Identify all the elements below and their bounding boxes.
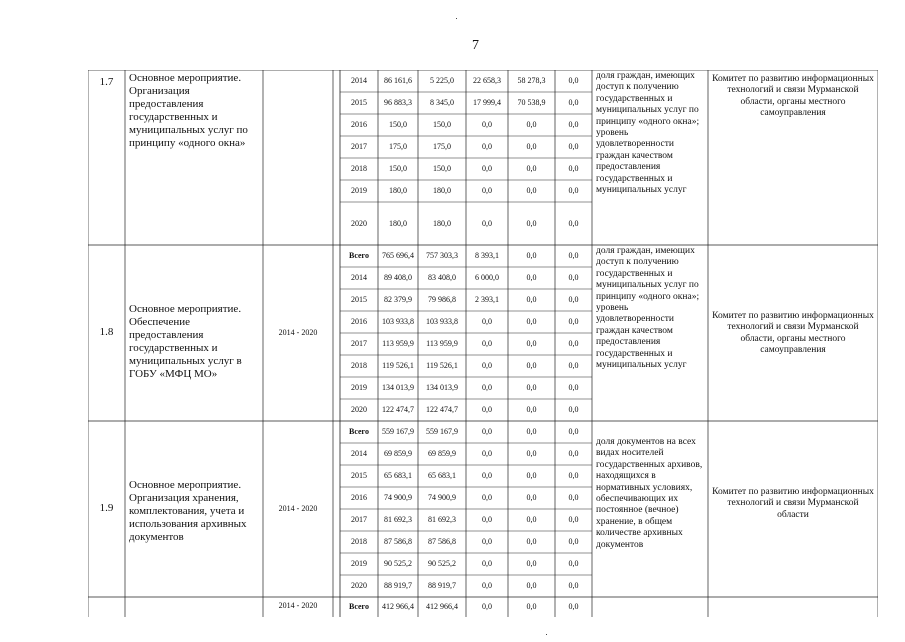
row-executor: Комитет по развитию информационных технологий и связи Мурманской области — [712, 487, 874, 520]
row-title: Основное мероприятие. Обеспечение предоставления государственных и муниципальных услуг в ГОБУ «МФЦ МО» — [129, 303, 242, 380]
row-title: Основное мероприятие. Организация хранения, комплектования, учета и использования архивных документов — [129, 479, 247, 543]
amount-cell: 69 859,9 — [384, 449, 412, 458]
amount-cell: 0,0 — [568, 383, 579, 392]
row-indicator — [592, 597, 708, 617]
amount-cell: 0,0 — [568, 449, 579, 458]
row-period: 2014 - 2020 — [278, 328, 318, 337]
amount-cell: 119 526,1 — [382, 361, 414, 370]
amount-cell: 0,0 — [526, 273, 537, 282]
amount-cell: 119 526,1 — [426, 361, 458, 370]
amount-cell: 0,0 — [568, 559, 579, 568]
row-code: 1.9 — [99, 502, 114, 514]
amount-cell: 22 658,3 — [473, 76, 501, 85]
amount-cell: 0,0 — [482, 559, 492, 568]
amount-cell: 8 345,0 — [430, 98, 454, 107]
year-label: 2019 — [351, 186, 367, 195]
amount-cell: 6 000,0 — [475, 273, 499, 282]
amount-cell: 0,0 — [526, 120, 537, 129]
amount-cell: 0,0 — [526, 471, 537, 480]
amount-cell: 0,0 — [482, 471, 492, 480]
program-table — [88, 70, 878, 642]
amount-cell: 113 959,9 — [426, 339, 458, 348]
amount-cell: 0,0 — [568, 405, 579, 414]
amount-cell: 134 013,9 — [382, 383, 414, 392]
amount-cell: 87 586,8 — [384, 537, 412, 546]
row-title: Основное мероприятие. Организация предоставления государственных и муниципальных услуг по принципу «одного окна» — [129, 72, 248, 149]
amount-cell: 0,0 — [482, 317, 492, 326]
amount-cell: 150,0 — [433, 164, 451, 173]
amount-cell: 70 538,9 — [517, 98, 546, 107]
row-period: 2014 - 2020 — [278, 504, 318, 513]
amount-cell: 0,0 — [568, 273, 579, 282]
amount-cell: 0,0 — [568, 581, 579, 590]
row-executor: Комитет по развитию информационных технологий и связи Мурманской области, органы местного самоуправления — [712, 311, 874, 356]
amount-cell: 559 167,9 — [426, 427, 458, 436]
amount-cell: 0,0 — [568, 317, 579, 326]
amount-cell: 86 161,6 — [384, 76, 412, 85]
row-indicator: доля граждан, имеющих доступ к получению государственных и муниципальных услуг по принципу «одного окна»; уровень удовлетворенности граждан качеством предоставления государственных и муниципальных услуг — [596, 71, 700, 196]
amount-cell: 0,0 — [482, 449, 492, 458]
amount-cell: 5 225,0 — [430, 76, 454, 85]
amount-cell: 0,0 — [526, 186, 537, 195]
amount-cell: 0,0 — [526, 339, 537, 348]
amount-cell: 0,0 — [568, 164, 579, 173]
amount-cell: 65 683,1 — [384, 471, 412, 480]
amount-cell: 412 966,4 — [382, 602, 414, 611]
year-label: 2020 — [351, 219, 367, 228]
amount-cell: 88 919,7 — [428, 581, 456, 590]
amount-cell: 0,0 — [526, 581, 537, 590]
scan-speck — [456, 18, 457, 19]
amount-cell: 757 303,3 — [426, 251, 458, 260]
year-label: 2019 — [351, 559, 367, 568]
year-label: 2016 — [351, 493, 367, 502]
year-label: 2014 — [351, 449, 367, 458]
row-title — [125, 597, 263, 617]
amount-cell: 0,0 — [482, 515, 492, 524]
row-code — [88, 597, 125, 617]
amount-cell: 180,0 — [389, 219, 407, 228]
amount-cell: 81 692,3 — [428, 515, 456, 524]
year-label: 2016 — [351, 120, 367, 129]
amount-cell: 103 933,8 — [382, 317, 414, 326]
amount-cell: 175,0 — [433, 142, 451, 151]
year-label: Всего — [349, 251, 369, 260]
amount-cell: 0,0 — [568, 493, 579, 502]
amount-cell: 0,0 — [568, 339, 579, 348]
amount-cell: 0,0 — [526, 317, 537, 326]
amount-cell: 0,0 — [482, 219, 492, 228]
amount-cell: 0,0 — [526, 559, 537, 568]
amount-cell: 150,0 — [389, 120, 407, 129]
amount-cell: 0,0 — [568, 120, 579, 129]
year-label: 2018 — [351, 164, 367, 173]
amount-cell: 134 013,9 — [426, 383, 458, 392]
amount-cell: 0,0 — [526, 405, 537, 414]
amount-cell: 90 525,2 — [428, 559, 456, 568]
amount-cell: 0,0 — [568, 186, 579, 195]
amount-cell: 8 393,1 — [475, 251, 499, 260]
amount-cell: 0,0 — [568, 427, 579, 436]
amount-cell: 150,0 — [389, 164, 407, 173]
year-label: 2015 — [351, 471, 367, 480]
amount-cell: 0,0 — [526, 449, 537, 458]
amount-cell: 122 474,7 — [382, 405, 414, 414]
amount-cell: 0,0 — [482, 537, 492, 546]
amount-cell: 0,0 — [526, 142, 537, 151]
row-indicator: доля документов на всех видах носителей государственных архивов, находящихся в нормативных условиях, обеспечивающих их постоянное (вечное) хранение, в общем количестве архивных документов — [596, 437, 703, 550]
amount-cell: 0,0 — [568, 76, 579, 85]
amount-cell: 88 919,7 — [384, 581, 412, 590]
amount-cell: 0,0 — [482, 339, 492, 348]
year-label: 2018 — [351, 537, 367, 546]
amount-cell: 0,0 — [526, 383, 537, 392]
amount-cell: 0,0 — [526, 164, 537, 173]
amount-cell: 0,0 — [568, 98, 579, 107]
amount-cell: 0,0 — [482, 581, 492, 590]
amount-cell: 0,0 — [482, 383, 492, 392]
amount-cell: 90 525,2 — [384, 559, 412, 568]
year-label: 2017 — [351, 142, 367, 151]
amount-cell: 113 959,9 — [382, 339, 414, 348]
amount-cell: 89 408,0 — [384, 273, 412, 282]
amount-cell: 0,0 — [482, 427, 492, 436]
amount-cell: 0,0 — [568, 219, 579, 228]
year-label: 2017 — [351, 515, 367, 524]
amount-cell: 0,0 — [568, 142, 579, 151]
amount-cell: 765 696,4 — [382, 251, 414, 260]
amount-cell: 0,0 — [568, 361, 579, 370]
amount-cell: 0,0 — [526, 537, 537, 546]
amount-cell: 58 278,3 — [517, 76, 546, 85]
amount-cell: 79 986,8 — [428, 295, 456, 304]
year-label: 2016 — [351, 317, 367, 326]
amount-cell: 69 859,9 — [428, 449, 456, 458]
amount-cell: 180,0 — [433, 219, 451, 228]
amount-cell: 0,0 — [482, 405, 492, 414]
row-period: 2014 - 2020 — [278, 601, 318, 610]
amount-cell: 0,0 — [568, 251, 579, 260]
row-code: 1.8 — [99, 326, 114, 338]
amount-cell: 0,0 — [526, 515, 537, 524]
row-code: 1.7 — [99, 76, 114, 88]
year-label: 2015 — [351, 295, 367, 304]
amount-cell: 81 692,3 — [384, 515, 412, 524]
amount-cell: 0,0 — [482, 493, 492, 502]
amount-cell: 0,0 — [568, 471, 579, 480]
amount-cell: 0,0 — [526, 251, 537, 260]
amount-cell: 0,0 — [526, 493, 537, 502]
amount-cell: 0,0 — [568, 295, 579, 304]
amount-cell: 87 586,8 — [428, 537, 456, 546]
amount-cell: 0,0 — [482, 142, 492, 151]
amount-cell: 122 474,7 — [426, 405, 458, 414]
amount-cell: 82 379,9 — [384, 295, 412, 304]
amount-cell: 0,0 — [482, 120, 492, 129]
amount-cell: 0,0 — [568, 537, 579, 546]
amount-cell: 0,0 — [526, 295, 537, 304]
amount-cell: 0,0 — [568, 602, 579, 611]
year-label: 2014 — [351, 273, 367, 282]
row-executor: Комитет по развитию информационных технологий и связи Мурманской области, органы местного самоуправления — [712, 74, 874, 119]
amount-cell: 180,0 — [389, 186, 407, 195]
amount-cell: 0,0 — [526, 602, 537, 611]
amount-cell: 65 683,1 — [428, 471, 456, 480]
year-label: 2015 — [351, 98, 367, 107]
amount-cell: 103 933,8 — [426, 317, 458, 326]
amount-cell: 0,0 — [526, 361, 537, 370]
row-period — [263, 70, 333, 245]
amount-cell: 559 167,9 — [382, 427, 414, 436]
scan-speck — [546, 634, 547, 635]
amount-cell: 0,0 — [482, 361, 492, 370]
year-label: 2020 — [351, 405, 367, 414]
amount-cell: 74 900,9 — [384, 493, 412, 502]
row-executor — [708, 597, 878, 617]
amount-cell: 0,0 — [568, 515, 579, 524]
year-label: 2014 — [351, 76, 367, 85]
year-label: 2019 — [351, 383, 367, 392]
amount-cell: 0,0 — [482, 602, 492, 611]
amount-cell: 96 883,3 — [384, 98, 412, 107]
year-label: Всего — [349, 427, 369, 436]
amount-cell: 175,0 — [389, 142, 407, 151]
amount-cell: 83 408,0 — [428, 273, 456, 282]
amount-cell: 17 999,4 — [473, 98, 501, 107]
year-label: Всего — [349, 602, 369, 611]
amount-cell: 0,0 — [526, 427, 537, 436]
year-label: 2020 — [351, 581, 367, 590]
amount-cell: 0,0 — [526, 219, 537, 228]
amount-cell: 180,0 — [433, 186, 451, 195]
row-indicator: доля граждан, имеющих доступ к получению государственных и муниципальных услуг по принципу «одного окна»; уровень удовлетворенности граждан качеством предоставления государственных и муниципальных услуг — [596, 246, 700, 371]
amount-cell: 412 966,4 — [426, 602, 458, 611]
year-label: 2018 — [351, 361, 367, 370]
amount-cell: 74 900,9 — [428, 493, 456, 502]
amount-cell: 2 393,1 — [475, 295, 499, 304]
year-label: 2017 — [351, 339, 367, 348]
amount-cell: 150,0 — [433, 120, 451, 129]
page-number: 7 — [472, 38, 479, 53]
amount-cell: 0,0 — [482, 164, 492, 173]
amount-cell: 0,0 — [482, 186, 492, 195]
